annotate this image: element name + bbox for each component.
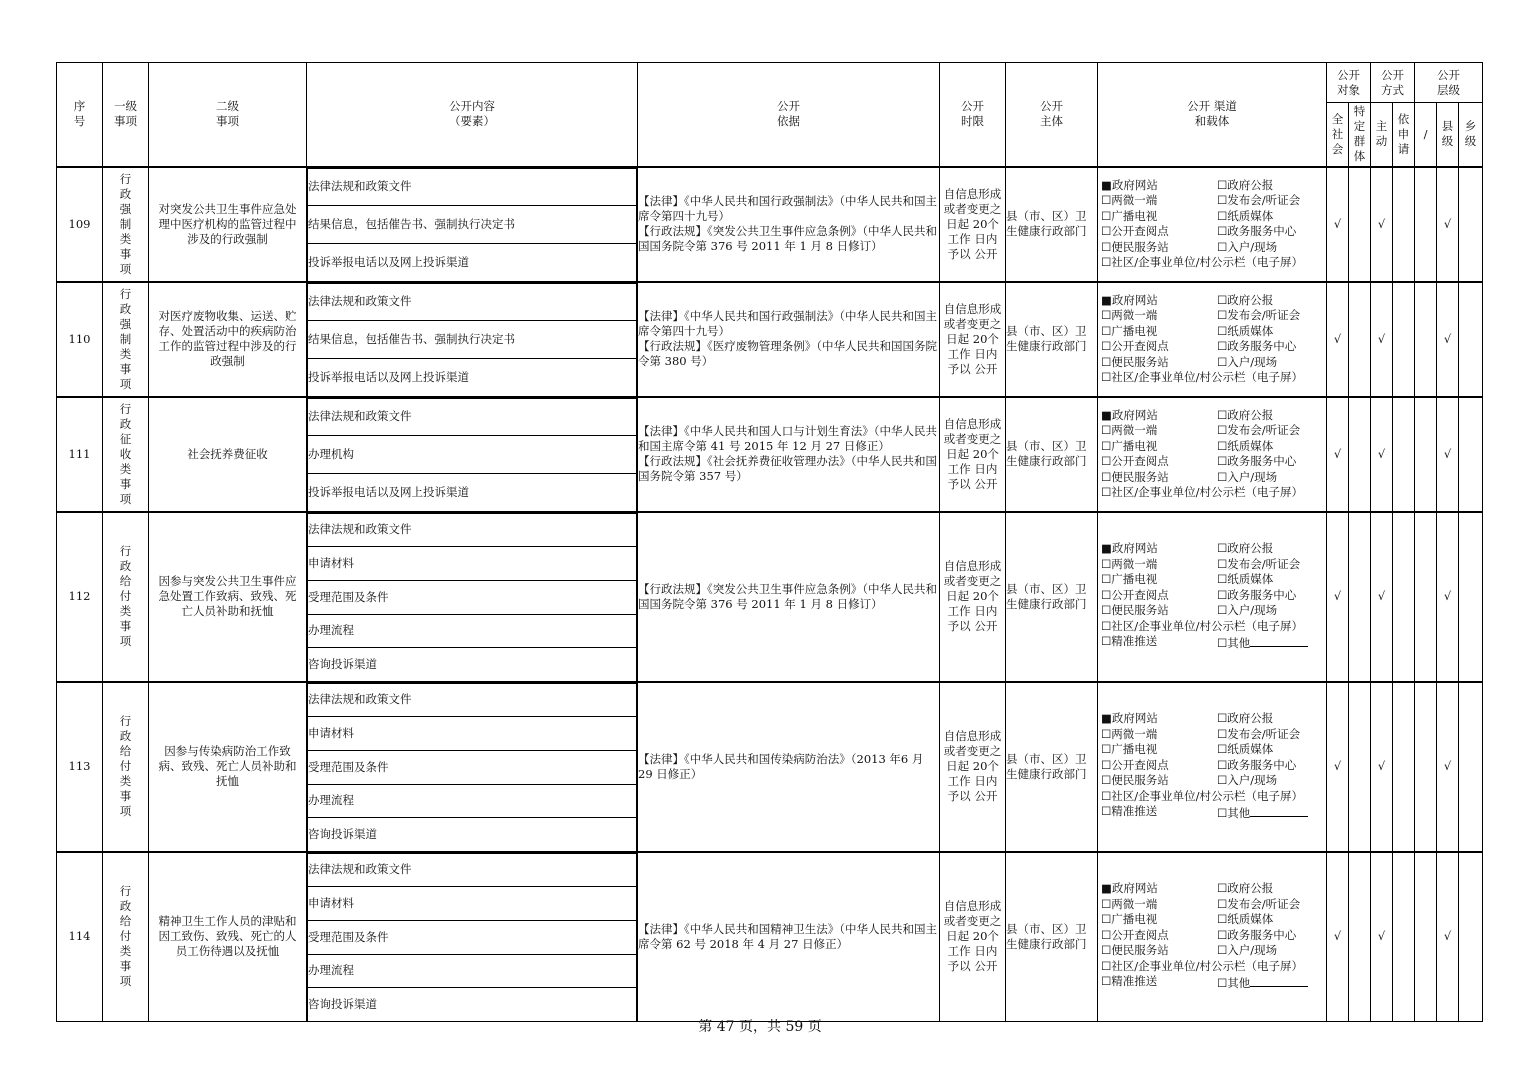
channel-option: ☐纸质媒体: [1217, 438, 1274, 453]
header-channel: 公开 渠道和载体: [1098, 63, 1327, 167]
row-level1-text: 行政征收类事项: [119, 401, 132, 506]
row-subject: 县（市、区）卫 生健康行政部门: [1006, 397, 1098, 512]
channel-option: ☐纸质媒体: [1217, 572, 1274, 587]
check-mark: √: [1327, 682, 1349, 852]
empty-cell: [1415, 852, 1437, 1022]
row-level2: [149, 282, 307, 397]
check-mark: √: [1437, 397, 1459, 512]
content-item: 咨询投诉渠道: [308, 648, 637, 681]
channel-option: ☐发布会/听证会: [1217, 896, 1301, 911]
row-subject: 县（市、区）卫 生健康行政部门: [1006, 282, 1098, 397]
row-time-text: 自信息形成或者变更之日起 20个工作 日内予以 公开: [943, 899, 1002, 973]
empty-cell: [1393, 282, 1415, 397]
row-subject: 县（市、区）卫 生健康行政部门: [1006, 512, 1098, 682]
check-mark: √: [1371, 512, 1393, 682]
row-time: [940, 167, 1006, 282]
channel-option: ☐入户/现场: [1217, 239, 1278, 254]
header-level1: 一级事项: [103, 63, 149, 167]
channel-option: ☐纸质媒体: [1217, 742, 1274, 757]
channel-option: ☐广播电视: [1101, 912, 1158, 927]
header-target: 公开对象: [1327, 63, 1371, 103]
channel-option: ☐精准推送: [1101, 634, 1158, 649]
channel-option: ■政府网站: [1101, 711, 1158, 726]
row-level1: [103, 397, 149, 512]
row-contents: [307, 512, 638, 682]
row-seq: 113: [57, 682, 103, 852]
content-item: 法律法规和政策文件: [308, 398, 637, 436]
empty-cell: [1349, 852, 1371, 1022]
channel-option: ☐纸质媒体: [1217, 208, 1274, 223]
content-item: 法律法规和政策文件: [308, 683, 637, 717]
channel-option: ☐发布会/听证会: [1217, 308, 1301, 322]
empty-cell: [1349, 167, 1371, 282]
row-time: [940, 282, 1006, 397]
table-row: [57, 397, 1483, 512]
row-subject: 县（市、区）卫 生健康行政部门: [1006, 167, 1098, 282]
channel-option: ☐其他: [1217, 806, 1251, 821]
content-item: 申请材料: [308, 887, 637, 921]
channel-option: ☐入户/现场: [1217, 354, 1278, 369]
channel-option: ☐便民服务站: [1101, 239, 1169, 254]
basis-item: 【行政法规】《突发公共卫生事件应急条例》（中华人民共和国国务院令第 376 号 2011 年 1 月 8 日修订）: [638, 224, 937, 253]
content-item: 法律法规和政策文件: [308, 168, 637, 206]
content-item: 结果信息，包括催告书、强制执行决定书: [308, 321, 637, 359]
empty-cell: [1415, 282, 1437, 397]
row-channels: [1098, 682, 1327, 852]
row-subject: 县（市、区）卫 生健康行政部门: [1006, 852, 1098, 1022]
empty-cell: [1393, 397, 1415, 512]
row-contents: [307, 397, 638, 512]
check-mark: √: [1371, 282, 1393, 397]
channel-option: ☐公开查阅点: [1101, 757, 1169, 772]
table-row: [57, 512, 1483, 682]
empty-cell: [1393, 852, 1415, 1022]
basis-item: 【法律】《中华人民共和国行政强制法》（中华人民共和国主席令第四十九号）: [638, 309, 937, 338]
channel-option: ☐两微一端: [1101, 556, 1158, 571]
row-level2-text: 因参与突发公共卫生事件应急处置工作致病、致残、死亡人员补助和抚恤: [158, 574, 297, 618]
check-mark: √: [1371, 397, 1393, 512]
content-item: 咨询投诉渠道: [308, 818, 637, 851]
basis-item: 【行政法规】《社会抚养费征收管理办法》（中华人民共和国国务院令第 357 号）: [638, 454, 937, 483]
disclosure-table: [56, 62, 1483, 1022]
row-basis: [638, 282, 940, 397]
table-row: [57, 282, 1483, 397]
channel-option-other: [1217, 804, 1327, 822]
row-level2-text: 对突发公共卫生事件应急处理中医疗机构的监管过程中涉及的行政强制: [158, 201, 297, 246]
content-item: 结果信息，包括催告书、强制执行决定书: [308, 206, 637, 244]
row-level1-text: 行政强制类事项: [119, 171, 132, 276]
empty-cell: [1459, 852, 1483, 1022]
check-mark: √: [1437, 852, 1459, 1022]
channel-option: ☐政府公报: [1217, 292, 1274, 307]
channel-option: ☐广播电视: [1101, 572, 1158, 587]
header-tier-town: 乡级: [1459, 103, 1483, 167]
basis-item: 【行政法规】《医疗废物管理条例》（中华人民共和国国务院令第 380 号）: [638, 339, 937, 368]
header-content: 公开内容（要素）: [307, 63, 638, 167]
row-level2: [149, 512, 307, 682]
basis-item: 【法律】《中华人民共和国人口与计划生育法》（中华人民共和国主席令第 41 号 2015 年 12 月 27 日修正）: [638, 424, 937, 453]
check-mark: √: [1437, 282, 1459, 397]
empty-cell: [1349, 397, 1371, 512]
row-channels: [1098, 282, 1327, 397]
channel-option: ☐其他: [1217, 636, 1251, 651]
channel-option: ☐公开查阅点: [1101, 224, 1169, 238]
check-mark: √: [1437, 682, 1459, 852]
row-time: [940, 682, 1006, 852]
channel-option: ☐政务服务中心: [1217, 454, 1297, 468]
row-level1: [103, 512, 149, 682]
channel-option: ☐纸质媒体: [1217, 912, 1274, 927]
blank-line: [1250, 804, 1308, 817]
empty-cell: [1415, 682, 1437, 852]
row-basis: [638, 852, 940, 1022]
row-time: [940, 852, 1006, 1022]
row-level2: [149, 852, 307, 1022]
empty-cell: [1415, 167, 1437, 282]
empty-cell: [1459, 397, 1483, 512]
empty-cell: [1393, 682, 1415, 852]
channel-option: ☐发布会/听证会: [1217, 556, 1301, 571]
row-level1-text: 行政给付类事项: [119, 544, 132, 648]
row-level2-text: 社会抚养费征收: [187, 446, 268, 461]
content-item: 咨询投诉渠道: [308, 988, 637, 1021]
row-level2: [149, 397, 307, 512]
header-seq: 序号: [57, 63, 103, 167]
row-subject: 县（市、区）卫 生健康行政部门: [1006, 682, 1098, 852]
row-level2-text: 因参与传染病防治工作致病、致残、死亡人员补助和抚恤: [158, 744, 297, 788]
table-row: [57, 682, 1483, 852]
channel-option: ☐社区/企事业单位/村公示栏（电子屏）: [1101, 485, 1304, 499]
row-level2: [149, 682, 307, 852]
check-mark: √: [1371, 852, 1393, 1022]
content-item: 办理流程: [308, 784, 637, 818]
row-level2: [149, 167, 307, 282]
content-item: 申请材料: [308, 717, 637, 751]
content-item: 受理范围及条件: [308, 920, 637, 954]
check-mark: √: [1437, 512, 1459, 682]
basis-item: 【法律】《中华人民共和国行政强制法》（中华人民共和国主席令第四十九号）: [638, 194, 937, 223]
channel-option: ☐入户/现场: [1217, 943, 1278, 958]
check-mark: √: [1371, 682, 1393, 852]
channel-option: ☐便民服务站: [1101, 943, 1169, 958]
row-time: [940, 512, 1006, 682]
channel-option: ■政府网站: [1101, 292, 1158, 307]
content-item: 法律法规和政策文件: [308, 513, 637, 547]
blank-line: [1250, 634, 1308, 647]
channel-option: ☐广播电视: [1101, 323, 1158, 338]
channel-option: ☐政务服务中心: [1217, 757, 1297, 772]
row-time-text: 自信息形成或者变更之日起 20个工作 日内予以 公开: [943, 729, 1002, 803]
row-time: [940, 397, 1006, 512]
row-level1: [103, 682, 149, 852]
empty-cell: [1349, 282, 1371, 397]
empty-cell: [1415, 397, 1437, 512]
basis-item: 【行政法规】《突发公共卫生事件应急条例》（中华人民共和国国务院令第 376 号 2011 年 1 月 8 日修订）: [638, 581, 937, 611]
empty-cell: [1349, 512, 1371, 682]
channel-option: ☐社区/企事业单位/村公示栏（电子屏）: [1101, 788, 1304, 803]
channel-option-other: [1217, 974, 1327, 992]
row-channels: [1098, 397, 1327, 512]
row-seq: 111: [57, 397, 103, 512]
check-mark: √: [1327, 282, 1349, 397]
row-level1-text: 行政给付类事项: [119, 884, 132, 988]
row-time-text: 自信息形成或者变更之日起 20个工作 日内予以 公开: [943, 416, 1002, 491]
row-time-text: 自信息形成或者变更之日起 20个工作 日内予以 公开: [943, 186, 1002, 261]
content-item: 投诉举报电话以及网上投诉渠道: [308, 474, 637, 511]
empty-cell: [1459, 282, 1483, 397]
empty-cell: [1349, 682, 1371, 852]
row-basis: [638, 397, 940, 512]
row-channels: [1098, 852, 1327, 1022]
channel-option: ☐公开查阅点: [1101, 454, 1169, 468]
header-level2: 二级事项: [149, 63, 307, 167]
channel-option: ☐政务服务中心: [1217, 224, 1297, 238]
channel-option: ☐政府公报: [1217, 711, 1274, 726]
empty-cell: [1415, 512, 1437, 682]
row-level2-text: 对医疗废物收集、运送、贮存、处置活动中的疾病防治工作的监管过程中涉及的行政强制: [158, 309, 297, 368]
channel-option: ☐便民服务站: [1101, 469, 1169, 484]
channel-option: ☐社区/企事业单位/村公示栏（电子屏）: [1101, 958, 1304, 973]
channel-option: ☐纸质媒体: [1217, 323, 1274, 338]
row-seq: 110: [57, 282, 103, 397]
empty-cell: [1459, 167, 1483, 282]
row-contents: [307, 282, 638, 397]
channel-option: ■政府网站: [1101, 881, 1158, 896]
row-contents: [307, 852, 638, 1022]
table-row: [57, 167, 1483, 282]
row-time-text: 自信息形成或者变更之日起 20个工作 日内予以 公开: [943, 301, 1002, 376]
channel-option: ☐政府公报: [1217, 541, 1274, 556]
header-method-active: 主动: [1371, 103, 1393, 167]
row-basis: [638, 682, 940, 852]
header-time: 公开时限: [940, 63, 1006, 167]
channel-option: ■政府网站: [1101, 407, 1158, 422]
basis-item: 【法律】《中华人民共和国精神卫生法》（中华人民共和国主席令第 62 号 2018 年 4 月 27 日修正）: [638, 921, 937, 951]
channel-option: ☐精准推送: [1101, 974, 1158, 989]
channel-option: ☐政务服务中心: [1217, 587, 1297, 602]
channel-option: ☐精准推送: [1101, 804, 1158, 819]
channel-option: ■政府网站: [1101, 541, 1158, 556]
channel-option: ☐政务服务中心: [1217, 339, 1297, 353]
row-time-text: 自信息形成或者变更之日起 20个工作 日内予以 公开: [943, 559, 1002, 633]
channel-option: ☐两微一端: [1101, 423, 1158, 437]
channel-option: ☐公开查阅点: [1101, 587, 1169, 602]
content-item: 受理范围及条件: [308, 580, 637, 614]
check-mark: √: [1327, 512, 1349, 682]
check-mark: √: [1371, 167, 1393, 282]
row-basis: [638, 512, 940, 682]
channel-option: ☐便民服务站: [1101, 354, 1169, 369]
empty-cell: [1393, 167, 1415, 282]
channel-option: ■政府网站: [1101, 177, 1158, 192]
row-level1-text: 行政给付类事项: [119, 714, 132, 818]
channel-option: ☐两微一端: [1101, 896, 1158, 911]
blank-line: [1250, 974, 1308, 987]
channel-option: ☐政府公报: [1217, 407, 1274, 422]
channel-option: ☐政府公报: [1217, 177, 1274, 192]
row-seq: 114: [57, 852, 103, 1022]
channel-option: ☐广播电视: [1101, 742, 1158, 757]
content-item: 投诉举报电话以及网上投诉渠道: [308, 359, 637, 396]
channel-option: ☐其他: [1217, 976, 1251, 991]
row-seq: 109: [57, 167, 103, 282]
check-mark: √: [1437, 167, 1459, 282]
row-level1: [103, 852, 149, 1022]
content-item: 申请材料: [308, 547, 637, 581]
channel-option: ☐入户/现场: [1217, 773, 1278, 788]
channel-option-other: [1217, 634, 1327, 652]
check-mark: √: [1327, 852, 1349, 1022]
header-subject: 公开主体: [1006, 63, 1098, 167]
empty-cell: [1459, 512, 1483, 682]
channel-option: ☐社区/企事业单位/村公示栏（电子屏）: [1101, 370, 1304, 384]
empty-cell: [1459, 682, 1483, 852]
check-mark: √: [1327, 397, 1349, 512]
header-target-all: 全社会: [1327, 103, 1349, 167]
header-tier-county: 县级: [1437, 103, 1459, 167]
row-channels: [1098, 512, 1327, 682]
channel-option: ☐公开查阅点: [1101, 927, 1169, 942]
channel-option: ☐发布会/听证会: [1217, 193, 1301, 207]
row-basis: [638, 167, 940, 282]
header-row-1: [57, 63, 1483, 103]
check-mark: √: [1327, 167, 1349, 282]
channel-option: ☐便民服务站: [1101, 773, 1169, 788]
content-item: 法律法规和政策文件: [308, 853, 637, 887]
channel-option: ☐便民服务站: [1101, 603, 1169, 618]
header-basis: 公开依据: [638, 63, 940, 167]
row-level1: [103, 167, 149, 282]
content-item: 受理范围及条件: [308, 750, 637, 784]
content-item: 办理流程: [308, 614, 637, 648]
basis-item: 【法律】《中华人民共和国传染病防治法》（2013 年6 月 29 日修正）: [638, 751, 924, 781]
header-tier: 公开层级: [1415, 63, 1483, 103]
empty-cell: [1393, 512, 1415, 682]
channel-option: ☐入户/现场: [1217, 603, 1278, 618]
content-item: 办理机构: [308, 436, 637, 474]
row-contents: [307, 682, 638, 852]
channel-option: ☐入户/现场: [1217, 469, 1278, 484]
content-item: 投诉举报电话以及网上投诉渠道: [308, 244, 637, 281]
row-channels: [1098, 167, 1327, 282]
channel-option: ☐社区/企事业单位/村公示栏（电子屏）: [1101, 618, 1304, 633]
table-row: [57, 852, 1483, 1022]
header-slash: /: [1415, 103, 1437, 167]
row-level1-text: 行政强制类事项: [119, 286, 132, 391]
channel-option: ☐公开查阅点: [1101, 339, 1169, 353]
header-target-specific: 特定群体: [1349, 103, 1371, 167]
channel-option: ☐广播电视: [1101, 208, 1158, 223]
channel-option: ☐政务服务中心: [1217, 927, 1297, 942]
channel-option: ☐社区/企事业单位/村公示栏（电子屏）: [1101, 255, 1304, 269]
header-method: 公开方式: [1371, 63, 1415, 103]
channel-option: ☐政府公报: [1217, 881, 1274, 896]
header-method-apply: 依申请: [1393, 103, 1415, 167]
page-footer: 第 47 页，共 59 页: [698, 1019, 822, 1035]
content-item: 办理流程: [308, 954, 637, 988]
channel-option: ☐发布会/听证会: [1217, 726, 1301, 741]
row-seq: 112: [57, 512, 103, 682]
row-level1: [103, 282, 149, 397]
row-level2-text: 精神卫生工作人员的津贴和因工致伤、致残、死亡的人员工伤待遇以及抚恤: [158, 914, 297, 958]
channel-option: ☐两微一端: [1101, 193, 1158, 207]
row-contents: [307, 167, 638, 282]
channel-option: ☐两微一端: [1101, 308, 1158, 322]
channel-option: ☐发布会/听证会: [1217, 423, 1301, 437]
channel-option: ☐两微一端: [1101, 726, 1158, 741]
content-item: 法律法规和政策文件: [308, 283, 637, 321]
channel-option: ☐广播电视: [1101, 438, 1158, 453]
